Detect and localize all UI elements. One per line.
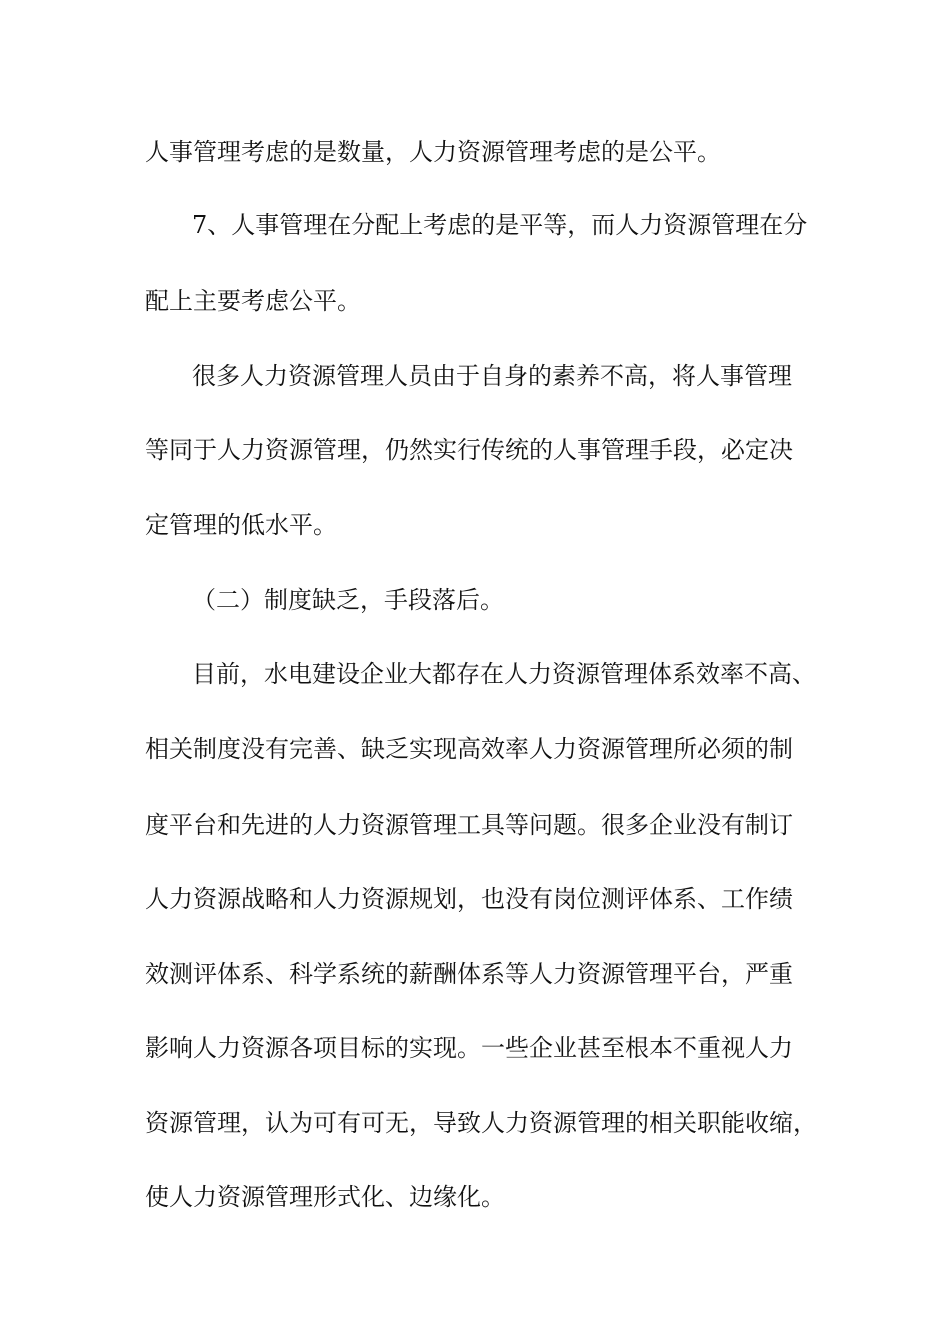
text-line: 相关制度没有完善、缺乏实现高效率人力资源管理所必须的制 <box>145 735 793 763</box>
text-line: 人事管理考虑的是数量，人力资源管理考虑的是公平。 <box>145 138 721 166</box>
paragraph-line: 很多人力资源管理人员由于自身的素养不高，将人事管理 <box>192 362 792 390</box>
text-line: 影响人力资源各项目标的实现。一些企业甚至根本不重视人力 <box>145 1034 793 1062</box>
text-line: 资源管理，认为可有可无，导致人力资源管理的相关职能收缩， <box>145 1109 817 1137</box>
text-line: 配上主要考虑公平。 <box>145 287 361 315</box>
text-line: 人力资源战略和人力资源规划，也没有岗位测评体系、工作绩 <box>145 885 793 913</box>
section-heading: （二）制度缺乏，手段落后。 <box>192 586 504 614</box>
text-line: 效测评体系、科学系统的薪酬体系等人力资源管理平台，严重 <box>145 960 793 988</box>
paragraph-line: 7、人事管理在分配上考虑的是平等，而人力资源管理在分 <box>192 211 808 239</box>
text-line: 度平台和先进的人力资源管理工具等问题。很多企业没有制订 <box>145 811 793 839</box>
text-line: 使人力资源管理形式化、边缘化。 <box>145 1183 505 1211</box>
text-line: 定管理的低水平。 <box>145 511 337 539</box>
text-line: 等同于人力资源管理，仍然实行传统的人事管理手段，必定决 <box>145 436 793 464</box>
paragraph-line: 目前，水电建设企业大都存在人力资源管理体系效率不高、 <box>192 660 816 688</box>
